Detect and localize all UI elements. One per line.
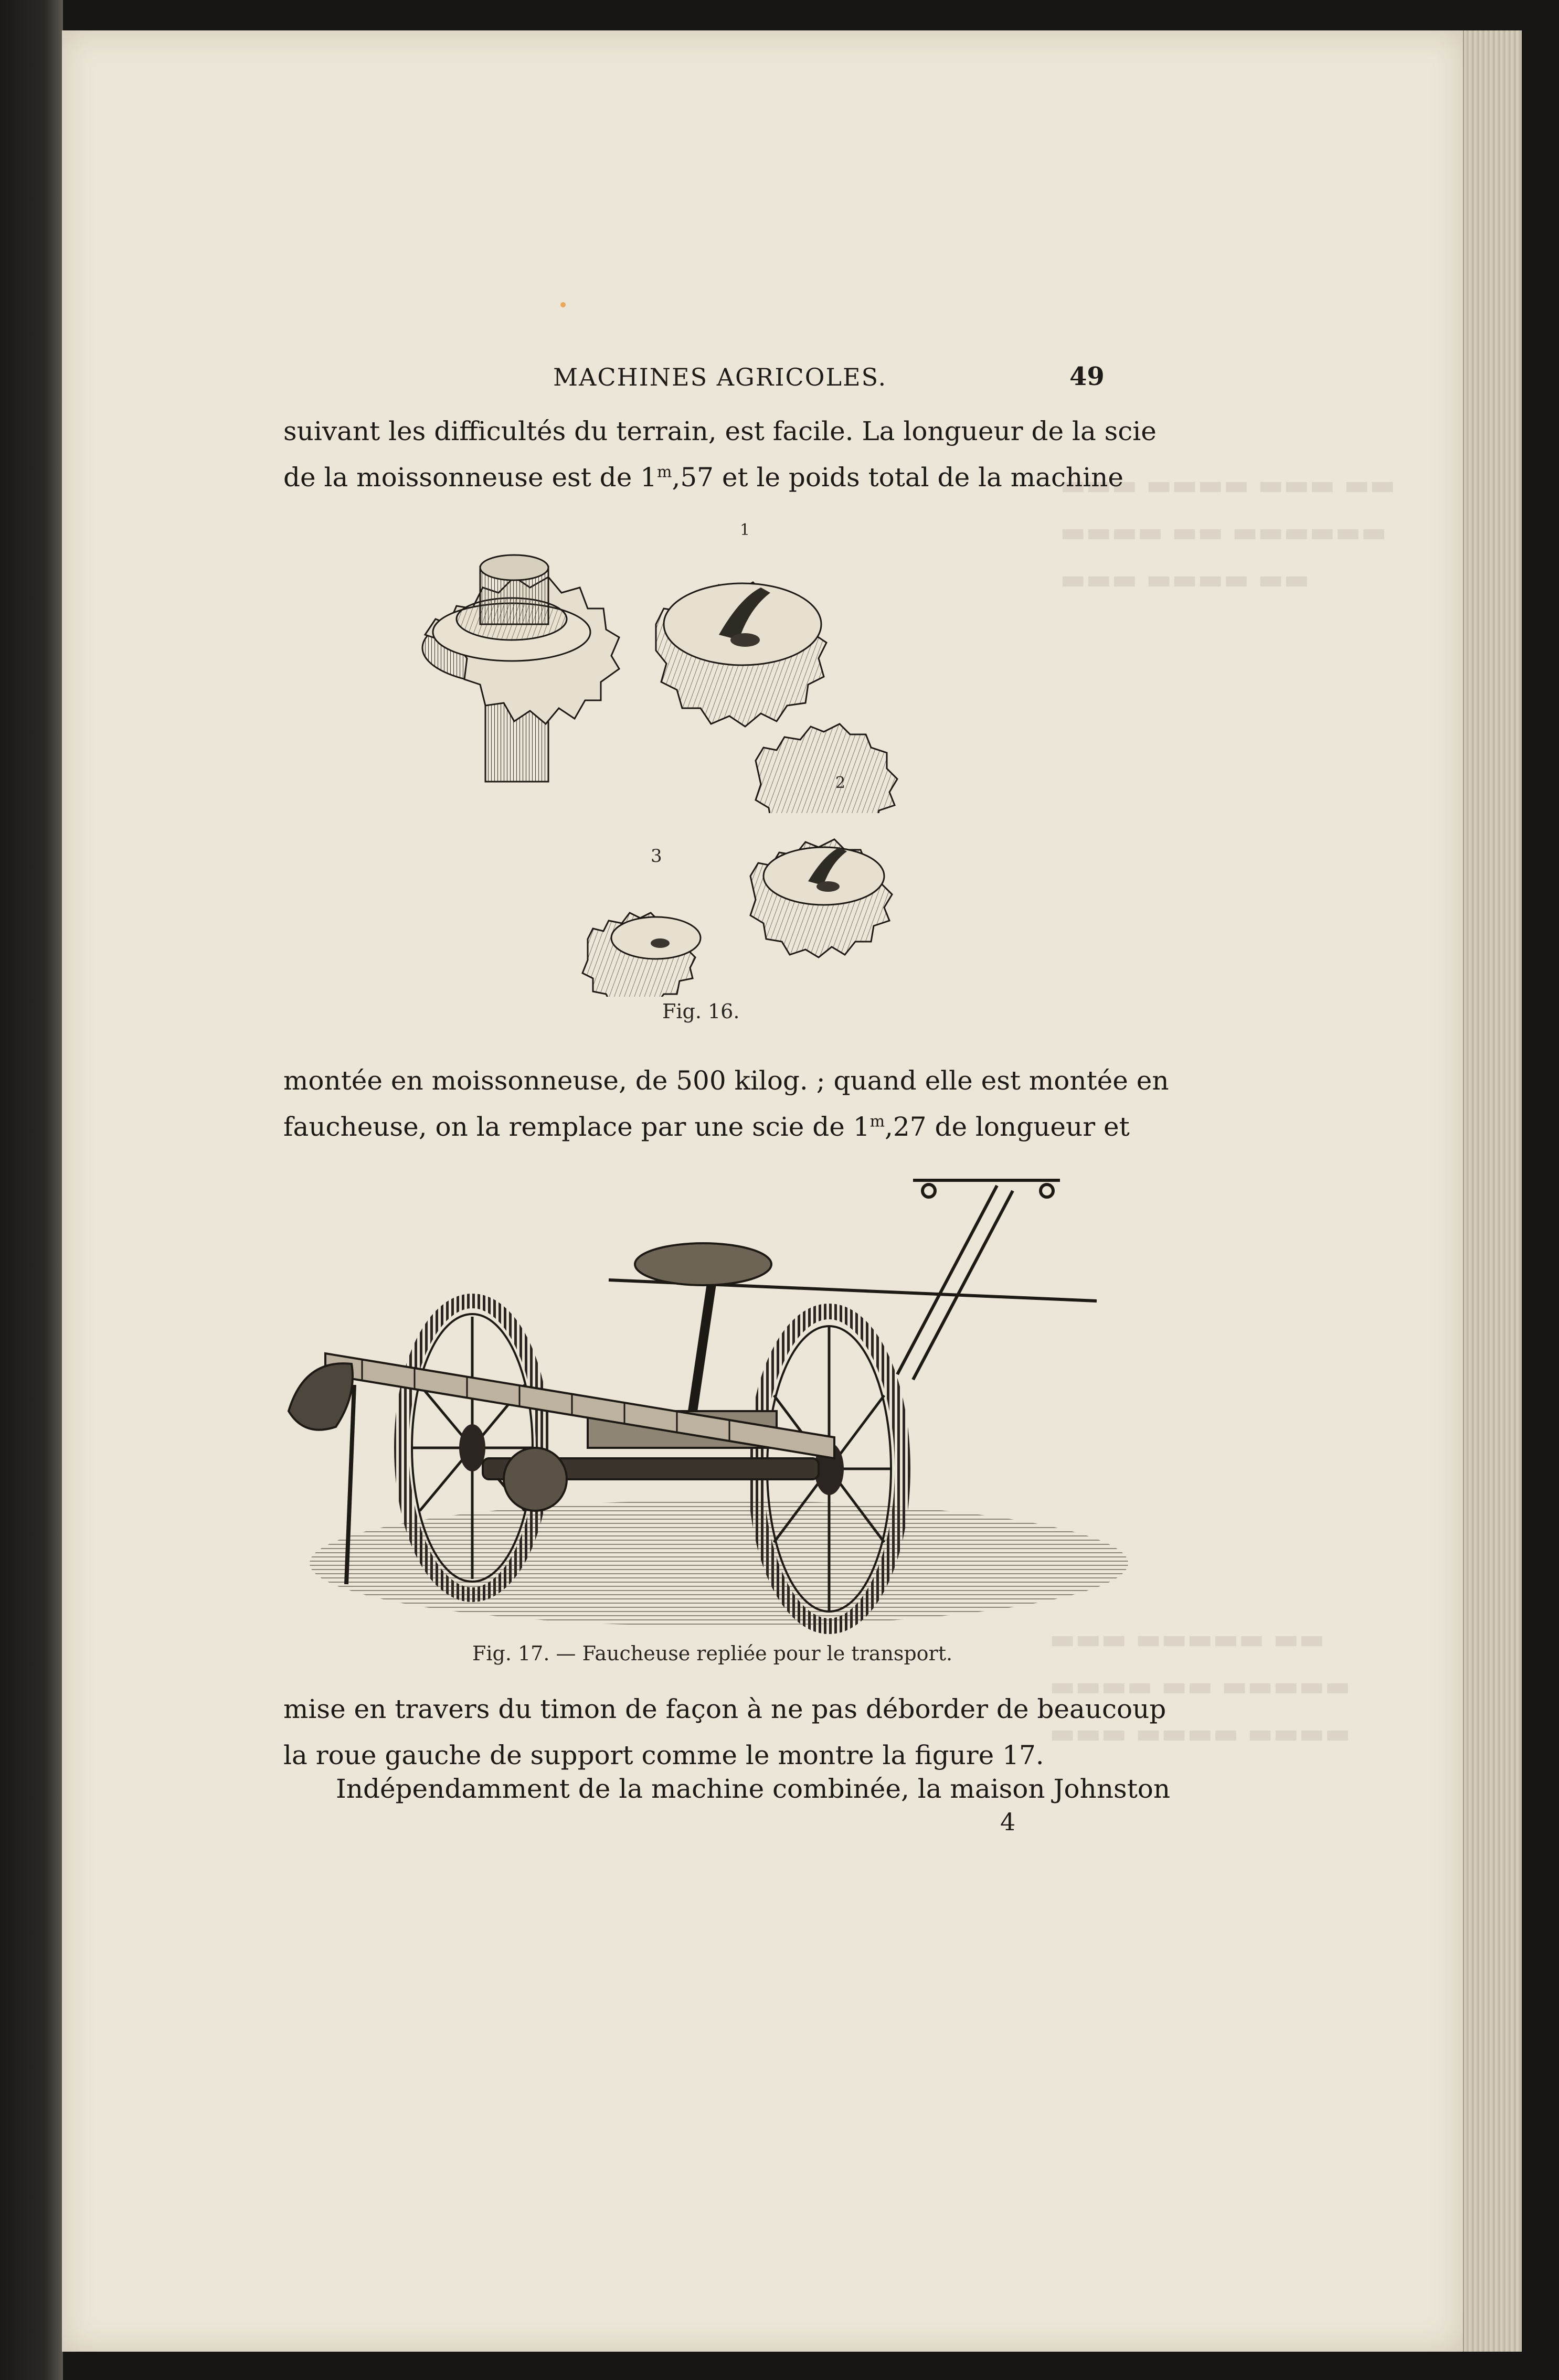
gear-3-body [582,913,701,997]
facing-page-edge [0,0,63,2380]
left-wheel [401,1301,543,1595]
show-through-text: ▬▬▬ ▬▬▬▬ ▬▬▬ ▬▬ ▬▬▬▬ ▬▬ ▬▬▬▬▬▬ ▬▬▬ ▬▬▬▬ ▬▬ [1060,469,1396,595]
signature-mark: 4 [1000,1808,1016,1836]
paragraph-2 [283,1058,1169,1150]
figure-17-caption: Fig. 17. — Faucheuse repliée pour le transport. [472,1642,953,1665]
ink-speck [560,302,566,307]
mower-seat [635,1243,771,1411]
gear-2-label: 2 [835,774,846,792]
paragraph-3 [283,1686,1166,1778]
paragraph-3-line-1: mise en travers du timon de façon à ne pas déborder de beaucoup [283,1694,1166,1724]
paragraph-1-line-2: de la moissonneuse est de 1$^m$,57 et le poids total de la machine [283,462,1123,493]
paragraph-2-line-2: faucheuse, on la remplace par une scie de 1$^m$,27 de longueur et [283,1112,1130,1142]
figure-16-lower-gears [577,808,945,997]
show-through-text-lower: ▬▬▬ ▬▬▬▬▬ ▬▬ ▬▬▬▬ ▬▬ ▬▬▬▬▬ ▬▬▬ ▬▬▬▬ ▬▬▬▬ [1049,1624,1351,1749]
paragraph-1 [283,408,1157,500]
paragraph-3-line-2: la roue gauche de support comme le montre la figure 17. [283,1740,1044,1770]
figure-16-caption: Fig. 16. [662,1000,740,1023]
paragraph-1-line-1: suivant les difficultés du terrain, est facile. La longueur de la scie [283,416,1157,446]
gear-1-label: 1 [740,521,750,539]
page-stack-edges [1463,30,1522,2352]
gear-3-label: 3 [651,846,662,867]
figure-16-gears [409,519,966,813]
paragraph-4 [283,1766,1171,1812]
page-number: 49 [1069,362,1105,391]
gear-1-driver [422,555,619,782]
gear-2-body [750,839,892,957]
gear-1-driven [656,582,826,727]
paragraph-2-line-1: montée en moissonneuse, de 500 kilog. ; quand elle est montée en [283,1065,1169,1096]
paragraph-4-line-1: Indépendamment de la machine combinée, la maison Johnston [336,1774,1171,1804]
figure-17-mower [283,1165,1133,1637]
running-title: MACHINES AGRICOLES. [553,363,887,391]
gear-2 [756,724,897,813]
